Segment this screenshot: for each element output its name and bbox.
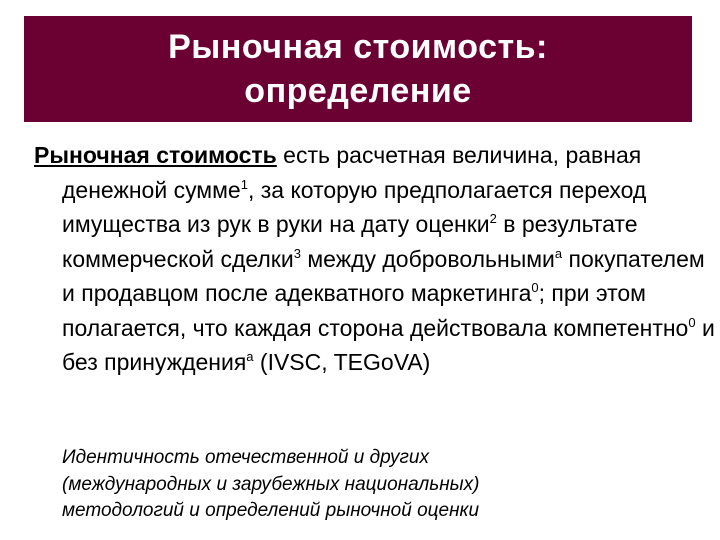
defined-term: Рыночная стоимость — [34, 142, 277, 168]
note-line-2: (международных и зарубежных национальных) — [62, 473, 480, 495]
definition-text: в результате коммерческой сделки — [62, 211, 638, 272]
footnote-marker: 3 — [293, 245, 301, 261]
footnote-marker: 1 — [240, 176, 248, 192]
slide-title-line-1: Рыночная стоимость: — [168, 28, 548, 66]
footnote-marker: 0 — [688, 314, 696, 330]
definition-text: покупателем и продавцом после адекватного маркетинга — [62, 245, 705, 306]
definition-text: есть расчетная величина, равная денежной сумме — [62, 142, 642, 203]
footnote-marker: a — [554, 245, 563, 261]
footnote-marker: 0 — [531, 280, 539, 295]
definition-source: (IVSC, TEGoVA) — [253, 349, 431, 375]
definition-text: между добровольными — [300, 245, 555, 272]
footnote-marker: a — [246, 349, 254, 364]
note-line-3: методологий и определений рыночной оценки — [62, 500, 480, 521]
footnote-marker: 2 — [489, 211, 497, 226]
note-line-1: Идентичность отечественной и других — [62, 447, 429, 468]
title-banner — [24, 16, 692, 122]
definition-text: и без принуждения — [62, 314, 715, 375]
definition-text: ; при этом полагается, что каждая сторона действовала компетентно — [62, 280, 689, 341]
slide-title-line-2: определение — [244, 72, 472, 110]
definition-paragraph — [34, 138, 720, 380]
note-text — [62, 445, 682, 525]
definition-text: , за которую предполагается переход имущества из рук в руки на дату оценки — [62, 176, 647, 237]
